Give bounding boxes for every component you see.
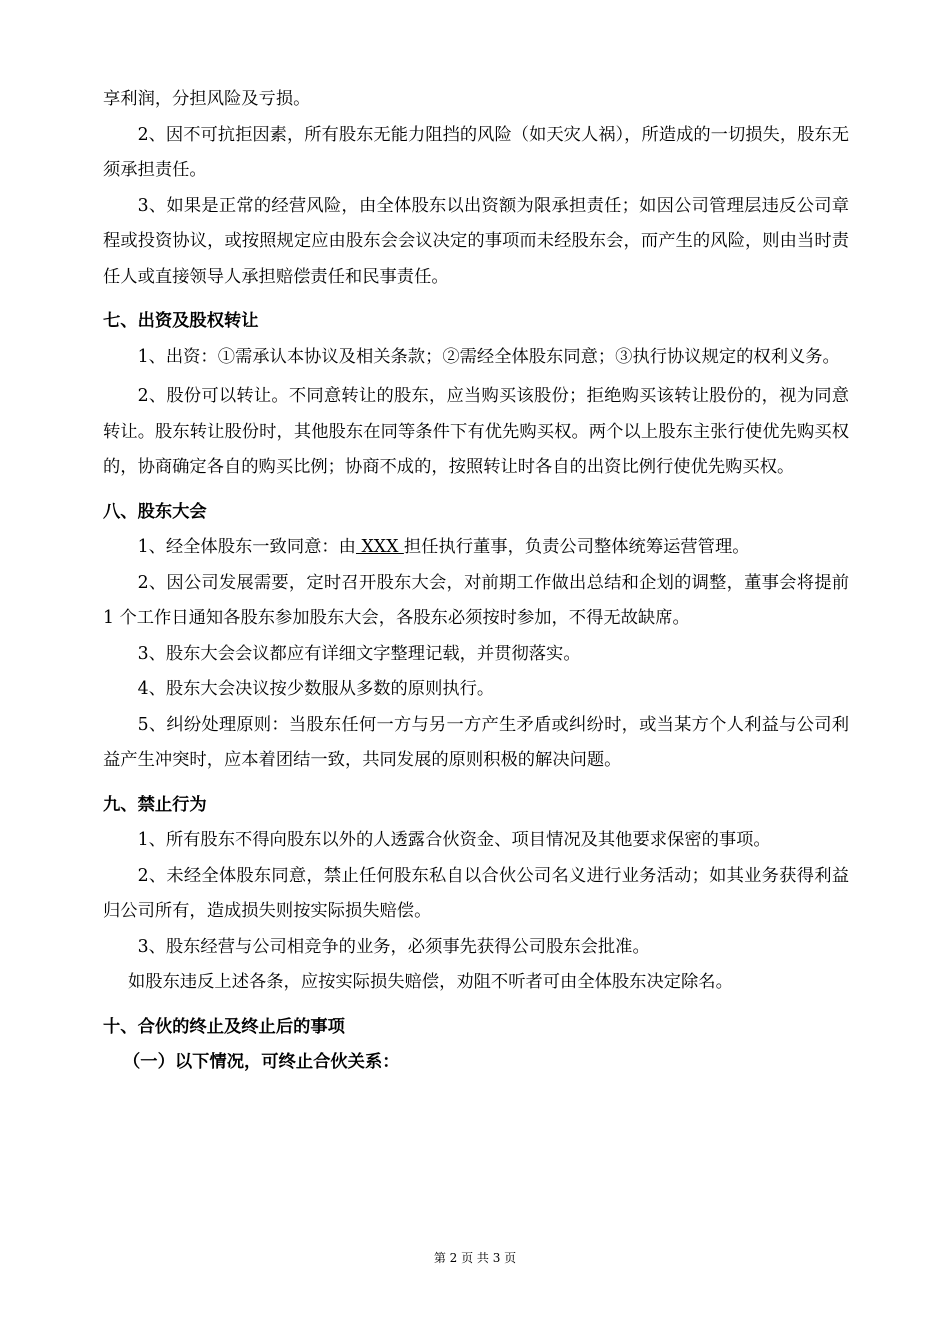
paragraph-force-majeure: 2、因不可抗拒因素，所有股东无能力阻挡的风险（如天灾人祸），所造成的一切损失，股东无须承担责任。	[103, 124, 849, 180]
section-9-item-1: 1、所有股东不得向股东以外的人透露合伙资金、项目情况及其他要求保密的事项。	[137, 830, 771, 850]
section-8-item-1-suffix: 担任执行董事，负责公司整体统筹运营管理。	[403, 537, 750, 557]
section-7-item-2: 2、股份可以转让。不同意转让的股东，应当购买该股份；拒绝购买该转让股份的，视为同意转让。股东转让股份时，其他股东在同等条件下有优先购买权。两个以上股东主张行使优先购买权的，协商确定各自的购买比例；协商不成的，按照转让时各自的出资比例行使优先购买权。	[103, 386, 849, 477]
section-8-heading: 八、股东大会	[103, 501, 207, 522]
section-8-item-2: 2、因公司发展需要，定时召开股东大会，对前期工作做出总结和企划的调整，董事会将提前 1 个工作日通知各股东参加股东大会，各股东必须按时参加，不得无故缺席。	[103, 572, 849, 628]
section-7-heading: 七、出资及股权转让	[103, 311, 259, 331]
section-8-item-3: 3、股东大会会议都应有详细文字整理记载，并贯彻落实。	[137, 643, 581, 664]
section-9-closing: 如股东违反上述各条，应按实际损失赔偿，劝阻不听者可由全体股东决定除名。	[128, 972, 733, 992]
document-body	[103, 82, 849, 1081]
executive-director-name: XXX	[355, 537, 404, 557]
section-9-item-2: 2、未经全体股东同意，禁止任何股东私自以合伙公司名义进行业务活动；如其业务获得利益归公司所有，造成损失则按实际损失赔偿。	[103, 865, 849, 921]
paragraph-business-risk: 3、如果是正常的经营风险，由全体股东以出资额为限承担责任；如因公司管理层违反公司章程或投资协议，或按照规定应由股东会会议决定的事项而未经股东会，而产生的风险，则由当时责任人或直接领导人承担赔偿责任和民事责任。	[103, 195, 849, 287]
section-7-item-1: 1、出资：①需承认本协议及相关条款；②需经全体股东同意；③执行协议规定的权利义务。	[137, 346, 840, 367]
section-8-item-1-prefix: 1、经全体股东一致同意：由	[137, 537, 356, 557]
section-8-item-1	[103, 530, 849, 566]
section-10-subheading: （一）以下情况，可终止合伙关系：	[123, 1052, 400, 1072]
section-9-heading: 九、禁止行为	[103, 794, 207, 815]
section-10-heading: 十、合伙的终止及终止后的事项	[103, 1016, 345, 1037]
paragraph-continuation: 享利润，分担风险及亏损。	[103, 89, 311, 109]
page-number-footer: 第 2 页 共 3 页	[433, 1251, 517, 1265]
section-9-item-3: 3、股东经营与公司相竞争的业务，必须事先获得公司股东会批准。	[137, 936, 650, 957]
section-8-item-5: 5、纠纷处理原则：当股东任何一方与另一方产生矛盾或纠纷时，或当某方个人利益与公司利益产生冲突时，应本着团结一致，共同发展的原则积极的解决问题。	[103, 714, 849, 770]
section-8-item-4: 4、股东大会决议按少数服从多数的原则执行。	[137, 679, 495, 699]
